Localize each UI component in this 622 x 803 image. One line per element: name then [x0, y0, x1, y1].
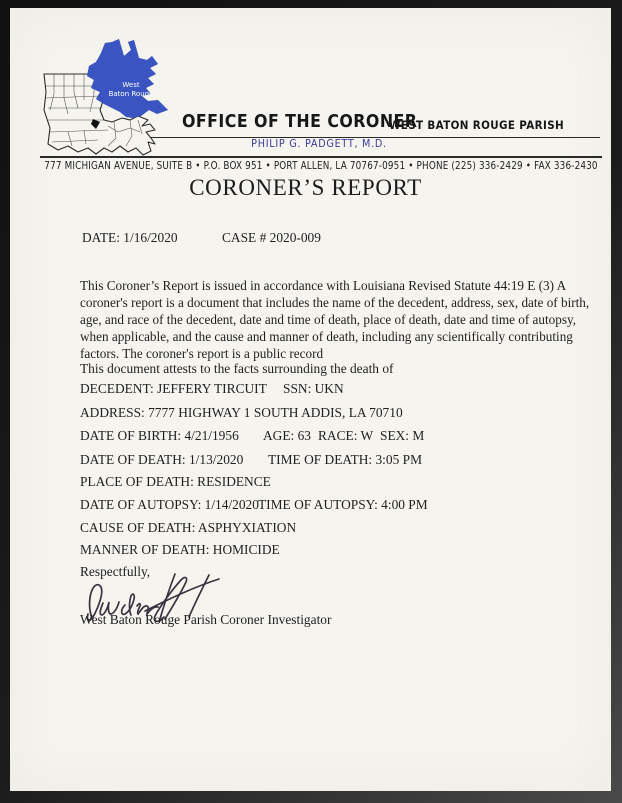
signature-ink — [78, 560, 278, 650]
field-manner-of-death: MANNER OF DEATH: HOMICIDE — [80, 542, 280, 557]
document-page — [10, 8, 611, 791]
field-date-of-death: DATE OF DEATH: 1/13/2020 — [80, 452, 244, 467]
coroner-name: PHILIP G. PADGETT, M.D. — [250, 137, 387, 150]
field-ssn: SSN: UKN — [283, 381, 344, 396]
detail-row-cause — [80, 520, 580, 538]
report-date: DATE: 1/16/2020 — [82, 230, 178, 245]
detail-row-death — [80, 452, 580, 470]
statute-paragraph-line: factors. The coroner's report is a public record — [80, 346, 324, 361]
address-line: 777 MICHIGAN AVENUE, SUITE B • P.O. BOX 951 • PORT ALLEN, LA 70767-0951 • PHONE (225) 336-2429 • FAX 336-2430 — [43, 160, 598, 172]
field-time-of-death: TIME OF DEATH: 3:05 PM — [268, 452, 422, 467]
detail-row-manner — [80, 542, 580, 560]
statute-paragraph-line: coroner's report is a document that includes the name of the decedent, address, sex, date of birth, — [80, 295, 590, 310]
statute-paragraph-line: This Coroner’s Report is issued in accordance with Louisiana Revised Statute 44:19 E (3) A — [80, 278, 567, 293]
field-decedent: DECEDENT: JEFFERY TIRCUIT — [80, 381, 267, 396]
parish-label-baton-rouge: Baton Rouge — [108, 90, 154, 98]
detail-row-place — [80, 474, 580, 492]
detail-row-address — [80, 405, 580, 423]
statute-paragraph-line: when applicable, and the cause and manner of death, including any scientifically contributing — [80, 329, 573, 344]
signer-title: West Baton Rouge Parish Coroner Investigator — [80, 612, 332, 627]
field-place-of-death: PLACE OF DEATH: RESIDENCE — [80, 474, 271, 489]
field-age: AGE: 63 — [263, 428, 311, 443]
louisiana-parish-map — [38, 36, 215, 174]
statute-paragraph-line: age, and race of the decedent, date and time of death, place of death, date and time of autopsy, — [80, 312, 577, 327]
detail-row-birth — [80, 428, 580, 446]
detail-row-autopsy — [80, 497, 580, 515]
case-number: CASE # 2020-009 — [222, 230, 321, 245]
office-title: OFFICE OF THE CORONER — [182, 111, 418, 132]
parish-label-west: West — [122, 81, 140, 89]
field-sex: SEX: M — [380, 428, 425, 443]
field-date-of-autopsy: DATE OF AUTOPSY: 1/14/2020 — [80, 497, 259, 512]
field-date-of-birth: DATE OF BIRTH: 4/21/1956 — [80, 428, 239, 443]
field-address: ADDRESS: 7777 HIGHWAY 1 SOUTH ADDIS, LA 70710 — [80, 405, 403, 420]
report-title: CORONER’S REPORT — [189, 175, 422, 200]
field-time-of-autopsy: TIME OF AUTOPSY: 4:00 PM — [258, 497, 428, 512]
statute-paragraph — [80, 277, 589, 362]
attestation-line: This document attests to the facts surrounding the death of — [80, 361, 394, 376]
closing-salutation: Respectfully, — [80, 564, 151, 579]
field-cause-of-death: CAUSE OF DEATH: ASPHYXIATION — [80, 520, 297, 535]
parish-name: WEST BATON ROUGE PARISH — [389, 118, 565, 132]
field-race: RACE: W — [318, 428, 374, 443]
detail-row-decedent — [80, 381, 580, 399]
